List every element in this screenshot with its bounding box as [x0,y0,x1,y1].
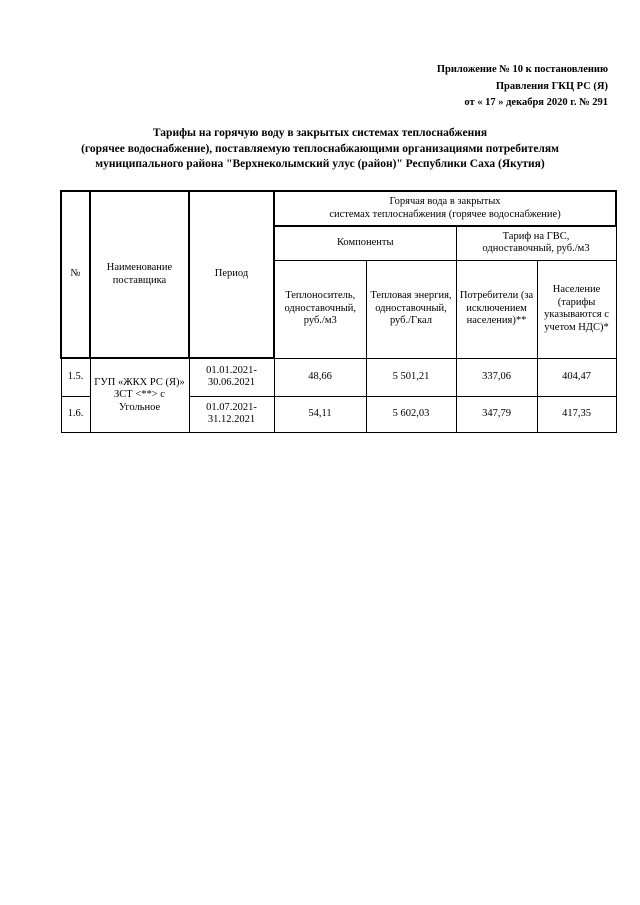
header-tariff-line-2: одноставочный, руб./м3 [482,243,590,255]
row-population: 417,35 [537,396,616,432]
title-line-1: Тарифы на горячую воду в закрытых системах теплоснабжения [152,127,488,139]
header-heat-carrier: Теплоноситель, одноставочный, руб./м3 [274,260,366,358]
row-population: 404,47 [537,358,616,396]
row-energy: 5 602,03 [366,396,456,432]
row-num: 1.5. [61,358,90,396]
row-consumers: 347,79 [456,396,537,432]
header-hot-water-group [274,191,616,226]
row-carrier: 48,66 [274,358,366,396]
row-consumers: 337,06 [456,358,537,396]
row-energy: 5 501,21 [366,358,456,396]
row-period [189,396,274,432]
header-heat-energy: Тепловая энергия, одноставочный, руб./Гкал [366,260,456,358]
row-num: 1.6. [61,396,90,432]
title-line-2: (горячее водоснабжение), поставляемую теплоснабжающими организациями потребителям [81,142,559,155]
annex-line-1: Приложение № 10 к постановлению [436,64,608,75]
header-group-line-2: системах теплоснабжения (горячее водоснабжение) [329,208,561,220]
annex-header [437,62,608,112]
header-period: Период [189,191,274,358]
row-period [189,358,274,396]
period-start: 01.07.2021- [206,401,257,413]
header-num: № [61,191,90,358]
header-consumers: Потребители (за исключением населения)** [456,260,537,358]
annex-line-2: Правления ГКЦ РС (Я) [495,80,608,92]
header-tariff-line-1: Тариф на ГВС, [502,230,570,242]
header-tariff [456,226,616,260]
header-group-line-1: Горячая вода в закрытых [389,196,501,207]
period-end: 30.06.2021 [207,377,256,389]
header-population: Население (тарифы указываются с учетом НДС)* [537,260,616,358]
title-line-3: муниципального района "Верхнеколымский улус (район)" Республики Саха (Якутия) [95,158,545,170]
supplier-name: ГУП «ЖКХ РС (Я)» ЗСТ <**> с Угольное [90,358,189,432]
document-title [40,126,600,173]
period-start: 01.01.2021- [206,364,257,376]
header-supplier: Наименование поставщика [90,191,189,358]
tariff-table [60,190,617,433]
period-end: 31.12.2021 [207,414,256,425]
row-carrier: 54,11 [274,396,366,432]
annex-line-3: от « 17 » декабря 2020 г. № 291 [464,97,608,108]
header-components: Компоненты [274,226,456,260]
table-row [61,358,616,396]
